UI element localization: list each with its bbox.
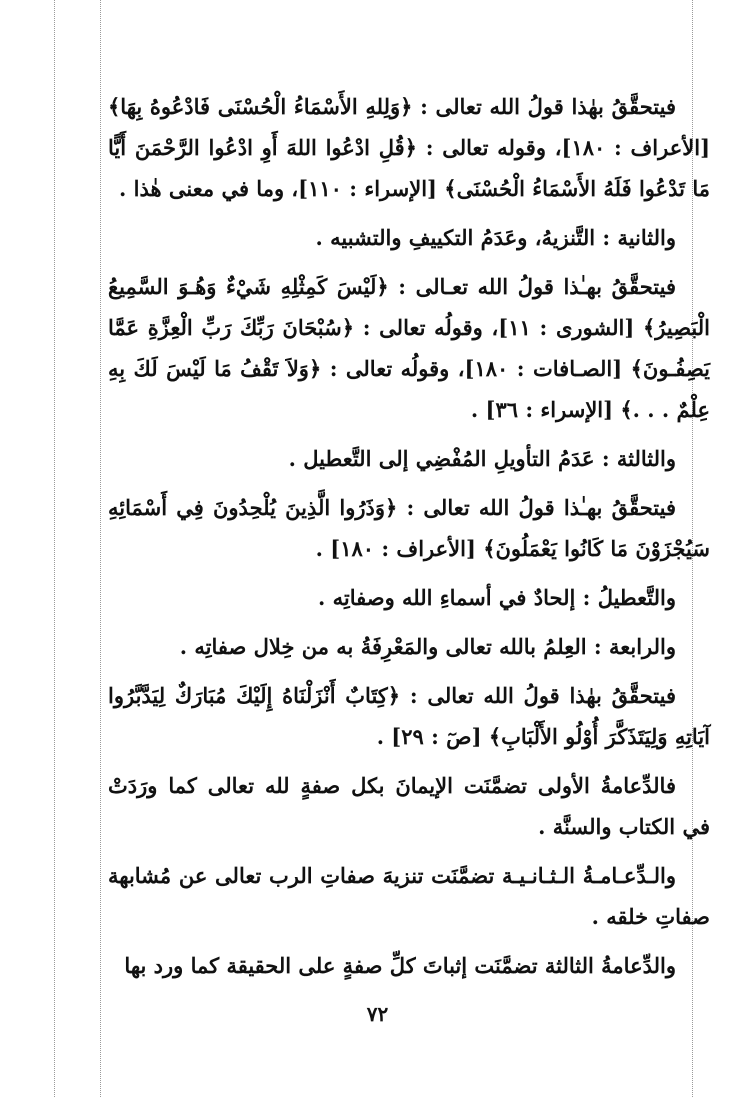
paragraph-third-principle: والثالثة : عَدَمُ التأويلِ المُفْضِي إلى التَّعطيل .	[288, 446, 676, 471]
paragraph-second-pillar: والـدِّعـامـةُ الـثـانـيـة تضمَّنَت تنزيهَ صفاتِ الرب تعالى عن مُشابهة صفاتِ خلقه .	[108, 863, 710, 929]
paragraph-attribute-names-verse: فيتحقَّقُ بهٰذا قولُ الله تعالى : ﴿وَلِلهِ الأَسْمَاءُ الْحُسْنَى فَادْعُوهُ بِهَا﴾ [الأعراف : ١٨٠]، وقوله تعالى : ﴿قُلِ ادْعُوا اللهَ أَوِ ادْعُوا الرَّحْمَنَ أَيًّا مَا تَدْعُوا فَلَهُ الأَسْمَاءُ الْحُسْنَى﴾ [الإسراء : ١١٠]، وما في معنى هٰذا .	[108, 94, 711, 201]
paragraph-third-pillar: والدِّعامةُ الثالثة تضمَّنَت إثباتَ كلِّ صفةٍ على الحقيقة كما ورد بها	[124, 953, 676, 978]
paragraph-tanzih-verses: فيتحقَّقُ بهـٰذا قولُ الله تعـالى : ﴿لَيْسَ كَمِثْلِهِ شَيْءٌ وَهُـوَ السَّمِيعُ الْبَصِيرُ﴾ [الشورى : ١١]، وقولُه تعالى : ﴿سُبْحَانَ رَبِّكَ رَبِّ الْعِزَّةِ عَمَّا يَصِفُـونَ﴾ [الصـافات : ١٨٠]، وقولُه تعالى : ﴿وَلاَ تَقْفُ مَا لَيْسَ لَكَ بِهِ عِلْمٌ . . .﴾ [الإسراء : ٣٦] .	[108, 274, 710, 422]
margin-guide-line	[54, 0, 55, 1097]
paragraph-tatil-definition: والتَّعطيلُ : إلحادٌ في أسماءِ الله وصفاتِه .	[317, 585, 676, 610]
paragraph-first-pillar: فالدِّعامةُ الأولى تضمَّنَت الإيمانَ بكل صفةٍ لله تعالى كما ورَدَتْ في الكتاب والسنَّة .	[108, 773, 710, 839]
paragraph-fourth-principle: والرابعة : العِلمُ بالله تعالى والمَعْرِفَةُ به من خِلال صفاتِه .	[179, 634, 676, 659]
paragraph-ilhad-verse: فيتحقَّقُ بهـٰذا قولُ الله تعالى : ﴿وَذَرُوا الَّذِينَ يُلْحِدُونَ فِي أَسْمَائِهِ سَيُجْزَوْنَ مَا كَانُوا يَعْمَلُونَ﴾ [الأعراف : ١٨٠] .	[108, 495, 710, 561]
paragraph-second-principle: والثانية : التَّنزيهُ، وعَدَمُ التكييفِ والتشبيه .	[315, 225, 676, 250]
body-text	[108, 86, 710, 994]
paragraph-tadabbur-verse: فيتحقَّقُ بهٰذا قولُ الله تعالى : ﴿كِتَابٌ أَنْزَلْنَاهُ إِلَيْكَ مُبَارَكٌ لِيَدَّبَّرُوا آيَاتِهِ وَلِيَتَذَكَّرَ أُوْلُو الأَلْبَابِ﴾ [صٓ : ٢٩] .	[108, 683, 710, 749]
margin-guide-line	[100, 0, 101, 1097]
page-number: ٧٢	[366, 1002, 389, 1026]
